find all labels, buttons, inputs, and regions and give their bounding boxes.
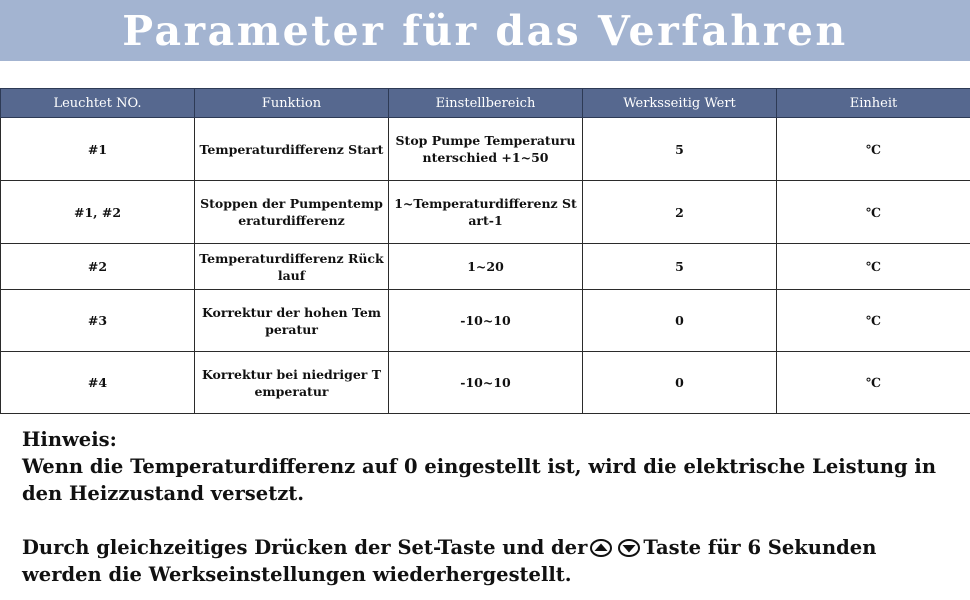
notes-line-1: Wenn die Temperaturdifferenz auf 0 eingestellt ist, wird die elektrische Leistung in den Heizzustand versetzt.: [22, 455, 936, 505]
table-row: [1, 244, 970, 290]
cell-light-no: #1, #2: [1, 181, 195, 244]
cell-light-no: #1: [1, 118, 195, 181]
cell-function: Temperaturdifferenz Start: [195, 118, 389, 181]
notes-line-2: [22, 534, 957, 588]
cell-default: 5: [583, 244, 777, 290]
table-row: [1, 181, 970, 244]
parameter-table: [0, 88, 970, 414]
cell-unit: ℃: [777, 352, 970, 414]
cell-default: 0: [583, 290, 777, 352]
cell-range: -10~10: [389, 352, 583, 414]
cell-function: Stoppen der Pumpentemperaturdifferenz: [195, 181, 389, 244]
page-title: Parameter für das Verfahren: [122, 6, 848, 55]
cell-function: Korrektur bei niedriger Temperatur: [195, 352, 389, 414]
up-arrow-button-icon: [590, 537, 612, 555]
notes-heading: Hinweis:: [22, 428, 117, 451]
cell-default: 2: [583, 181, 777, 244]
cell-range: Stop Pumpe Temperaturunterschied +1~50: [389, 118, 583, 181]
cell-unit: ℃: [777, 244, 970, 290]
column-header-range: Einstellbereich: [389, 89, 583, 118]
notes-section: [22, 426, 957, 588]
down-arrow-button-icon: [618, 537, 640, 555]
cell-function: Temperaturdifferenz Rücklauf: [195, 244, 389, 290]
table-row: [1, 290, 970, 352]
cell-range: 1~20: [389, 244, 583, 290]
notes-line-2-before: Durch gleichzeitiges Drücken der Set-Taste und der: [22, 536, 588, 559]
cell-range: -10~10: [389, 290, 583, 352]
cell-unit: ℃: [777, 181, 970, 244]
column-header-unit: Einheit: [777, 89, 970, 118]
cell-light-no: #4: [1, 352, 195, 414]
cell-unit: ℃: [777, 118, 970, 181]
cell-function: Korrektur der hohen Temperatur: [195, 290, 389, 352]
cell-light-no: #3: [1, 290, 195, 352]
notes-line-2-after: Taste für 6 Sekunden werden die Werkseinstellungen wiederhergestellt.: [22, 536, 877, 586]
column-header-function: Funktion: [195, 89, 389, 118]
column-header-light-no: Leuchtet NO.: [1, 89, 195, 118]
table-row: [1, 118, 970, 181]
cell-unit: ℃: [777, 290, 970, 352]
title-banner: [0, 0, 970, 61]
cell-default: 5: [583, 118, 777, 181]
cell-light-no: #2: [1, 244, 195, 290]
cell-range: 1~Temperaturdifferenz Start-1: [389, 181, 583, 244]
table-header-row: [1, 89, 970, 118]
table-row: [1, 352, 970, 414]
column-header-default: Werksseitig Wert: [583, 89, 777, 118]
cell-default: 0: [583, 352, 777, 414]
